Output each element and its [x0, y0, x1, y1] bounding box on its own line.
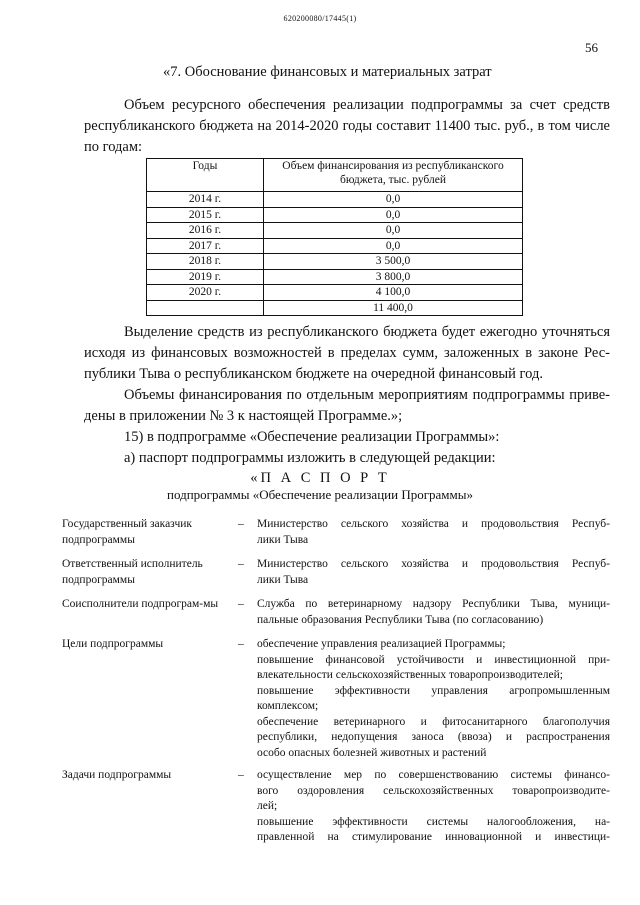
year-cell: 2017 г. — [147, 238, 264, 254]
text-line: дены в приложении № 3 к настоящей Программе.»; — [84, 408, 403, 424]
table-row — [147, 192, 523, 208]
text-line: влекательности сельскохозяйственных товаропроизводителей; — [257, 669, 563, 681]
text-line: пальные образования Республики Тыва (по согласованию) — [257, 613, 544, 626]
text-line: обеспечение ветеринарного и фитосанитарного благополучия — [257, 715, 610, 728]
text-line: обеспечение управления реализацией Программы; — [257, 638, 506, 650]
row-text — [257, 517, 610, 548]
document-id: 620200080/17445(1) — [283, 14, 357, 23]
text-line: Объемы финансирования по отдельным мероприятиям подпрограммы приве- — [124, 387, 610, 403]
amount-cell: 0,0 — [264, 223, 523, 239]
text-line: публики Тыва о республиканском бюджете на очередной финансовый год. — [84, 366, 543, 382]
text-line: правленной на стимулирование инновационной и инвестици- — [257, 831, 610, 843]
text-line: повышение финансовой устойчивости и инвестиционной при- — [257, 653, 610, 666]
table-total-row — [147, 300, 523, 316]
intro-paragraph — [84, 95, 610, 158]
text-line: Министерство сельского хозяйства и продовольствия Респуб- — [257, 558, 610, 570]
row-dash: – — [238, 518, 244, 530]
row-dash: – — [238, 638, 244, 650]
page-number: 56 — [585, 40, 598, 55]
amount-cell: 3 500,0 — [264, 254, 523, 270]
text-line: повышение эффективности системы налогообложения, на- — [257, 815, 610, 828]
text-line: Министерство сельского хозяйства и продовольствия Респуб- — [257, 518, 610, 530]
year-cell — [147, 300, 264, 316]
row-label: Соисполнители подпрограм-мы — [62, 598, 219, 610]
text-line: лей; — [257, 800, 278, 812]
year-cell: 2020 г. — [147, 285, 264, 301]
passport-subtitle: подпрограммы «Обеспечение реализации Программы» — [167, 487, 473, 502]
text-line: по годам: — [84, 139, 143, 155]
row-label: Ответственный исполнитель подпрограммы — [62, 558, 203, 586]
table-row — [147, 207, 523, 223]
text-line: республики, недопущения заноса (ввоза) и распространения — [257, 731, 610, 743]
year-cell: 2018 г. — [147, 254, 264, 270]
row-text — [257, 637, 610, 761]
item-a — [84, 448, 610, 469]
text-line: Выделение средств из республиканского бюджета будет ежегодно уточняться — [124, 324, 610, 340]
amount-cell: 4 100,0 — [264, 285, 523, 301]
section-heading: «7. Обоснование финансовых и материальных затрат — [163, 64, 492, 80]
total-amount-cell: 11 400,0 — [264, 300, 523, 316]
text-line: комплексом; — [257, 700, 319, 712]
row-label: Государственный заказчик подпрограммы — [62, 518, 193, 546]
table-row — [147, 285, 523, 301]
amount-cell: 3 800,0 — [264, 269, 523, 285]
row-dash: – — [238, 598, 244, 610]
row-dash: – — [238, 769, 244, 781]
row-text — [257, 597, 610, 628]
row-dash: – — [238, 558, 244, 570]
text-line: Объем ресурсного обеспечения реализации подпрограммы за счет средств — [124, 97, 610, 113]
row-label: Цели подпрограммы — [62, 638, 164, 650]
column-header-amount: Объем финансирования из республиканского бюджета, тыс. рублей — [264, 159, 523, 192]
financing-table — [146, 158, 523, 316]
text-line: Служба по ветеринарному надзору Республики Тыва, муници- — [257, 598, 610, 610]
text-line: 15) в подпрограмме «Обеспечение реализации Программы»: — [124, 429, 500, 445]
table-row — [147, 254, 523, 270]
text-line: повышение эффективности управления агропромышленным — [257, 684, 610, 697]
item-15 — [84, 427, 610, 448]
table-row — [147, 269, 523, 285]
text-line: лики Тыва — [257, 573, 309, 586]
table-row — [147, 238, 523, 254]
allocation-paragraph — [84, 322, 610, 385]
table-row — [147, 223, 523, 239]
row-label: Задачи подпрограммы — [62, 769, 172, 781]
text-line: осуществление мер по совершенствованию системы финансо- — [257, 769, 610, 781]
amount-cell: 0,0 — [264, 192, 523, 208]
text-line: особо опасных болезней животных и растений — [257, 746, 487, 759]
column-header-years: Годы — [147, 159, 264, 192]
text-line: республиканского бюджета на 2014-2020 годы составит 11400 тыс. руб., в том числе — [84, 118, 610, 134]
text-line: вого оздоровления сельскохозяйственных товаропроизводите- — [257, 784, 610, 797]
year-cell: 2019 г. — [147, 269, 264, 285]
year-cell: 2016 г. — [147, 223, 264, 239]
passport-title: «П А С П О Р Т — [250, 470, 390, 486]
text-line: лики Тыва — [257, 533, 309, 546]
row-text — [257, 557, 610, 588]
year-cell: 2014 г. — [147, 192, 264, 208]
amount-cell: 0,0 — [264, 207, 523, 223]
text-line: исходя из финансовых возможностей в пределах сумм, заложенных в законе Рес- — [84, 345, 610, 361]
amount-cell: 0,0 — [264, 238, 523, 254]
row-text — [257, 768, 610, 846]
table-header-row — [147, 159, 523, 192]
text-line: а) паспорт подпрограммы изложить в следующей редакции: — [124, 450, 496, 466]
funding-paragraph — [84, 385, 610, 427]
year-cell: 2015 г. — [147, 207, 264, 223]
